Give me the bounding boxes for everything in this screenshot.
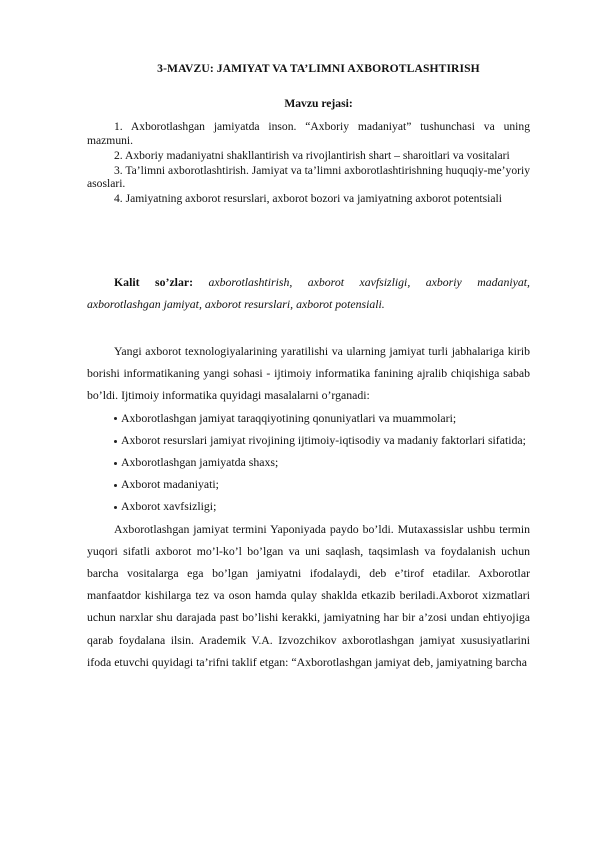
plan-list: [87, 120, 530, 207]
bullet-item: [87, 495, 530, 517]
bullet-item: [87, 429, 530, 451]
plan-item: 3. Ta’limni axborotlashtirish. Jamiyat va ta’limni axborotlashtirishning huquqiy-me’yoriy asoslari.: [87, 163, 530, 191]
bullet-item: [87, 407, 530, 429]
keywords-paragraph: [87, 271, 530, 315]
bullet-text: Axborotlashgan jamiyat taraqqiyotining qonuniyatlari va muammolari;: [121, 410, 457, 425]
keywords-text: axborotlashtirish, axborot xavfsizligi, axboriy madaniyat, axborotlashgan jamiyat, axborot resurslari, axborot potensiali.: [87, 275, 530, 311]
bullet-icon: [114, 506, 117, 509]
bullet-text: Axborot xavfsizligi;: [121, 499, 217, 514]
bullet-icon: [114, 417, 117, 420]
plan-item: 1. Axborotlashgan jamiyatda inson. “Axboriy madaniyat” tushunchasi va uning mazmuni.: [87, 120, 530, 147]
plan-item: 2. Axboriy madaniyatni shakllantirish va rivojlantirish shart – sharoitlari va vositalari: [114, 148, 510, 162]
bullet-icon: [114, 484, 117, 487]
plan-item: 4. Jamiyatning axborot resurslari, axborot bozori va jamiyatning axborot potentsiali: [114, 192, 502, 206]
intro-paragraph: Yangi axborot texnologiyalarining yaratilishi va ularning jamiyat turli jabhalariga kirib borishi informatikaning yangi sohasi - ijtimoiy informatika fanining ajralib chiqishiga sabab bo’ldi. Ijtimoiy informatika quyidagi masalalarni o’rganadi:: [87, 344, 530, 403]
bullet-text: Axborot resurslari jamiyat rivojining ijtimoiy-iqtisodiy va madaniy faktorlari sifatida;: [121, 432, 526, 447]
bullet-icon: [114, 462, 117, 465]
bullet-item: [87, 451, 530, 473]
bullet-text: Axborotlashgan jamiyatda shaxs;: [121, 455, 279, 470]
keywords-label: Kalit so’zlar:: [114, 275, 194, 289]
body-text: [87, 340, 530, 673]
plan-heading: Mavzu rejasi:: [284, 97, 353, 110]
bullet-item: [87, 473, 530, 495]
bullet-icon: [114, 440, 117, 443]
page-title: 3-MAVZU: JAMIYAT VA TA’LIMNI AXBOROTLASHTIRISH: [157, 62, 480, 75]
bullet-text: Axborot madaniyati;: [121, 477, 219, 492]
closing-paragraph: Axborotlashgan jamiyat termini Yaponiyada paydo bo’ldi. Mutaxassislar ushbu termin yuqori sifatli axborot mo’l-ko’l bo’lgan va uni saqlash, taqsimlash va foydalanish uchun barcha vositalarga ega bo’lgan jamiyatni ifodalaydi, deb e’tirof etadilar. Axborotlar manfaatdor kishilarga tez va oson hamda qulay shaklda etkazib beriladi.Axborot xizmatlari uchun narxlar shu darajada past bo’lishi kerakki, jamiyatning har bir a’zosi undan ehtiyojiga qarab foydalana ilsin. Arademik V.A. Izvozchikov axborotlashgan jamiyat xususiyatlarini ifoda etuvchi quyidagi ta’rifni taklif etgan: “Axborotlashgan jamiyat deb, jamiyatning barcha: [87, 521, 530, 669]
